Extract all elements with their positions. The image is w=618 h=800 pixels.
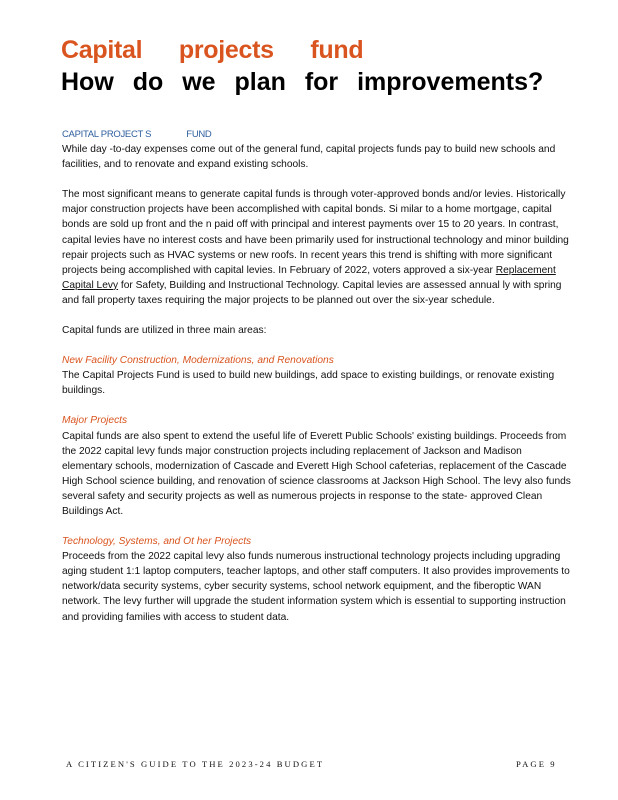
area-text-technology: Proceeds from the 2022 capital levy also funds numerous instructional technology projects including upgrading aging student 1:1 laptop computers, teacher laptops, and other staff computers. It also provides improvements to network/data security systems, cyber security systems, school network equipment, and the fiberoptic WAN network. The levy further will upgrade the student information system which is essential to supporting instruction and providing families with access to student data. [62, 551, 570, 623]
page-subtitle: How do we plan for improvements? [61, 68, 544, 96]
area-heading-technology: Technology, Systems, and Ot her Projects [62, 536, 252, 548]
area-text-facilities: The Capital Projects Fund is used to build new buildings, add space to existing buildings, or renovate existing buildings. [62, 370, 555, 397]
funding-text-before: The most significant means to generate capital funds is through voter-approved bonds and/or levies. Historically major construction projects have been accomplished with capital bonds. Si milar to a home mortgage, capital bonds are sold up front and the n paid off with principal and interest payments over 15 to 20 years. In contrast, capital levies have no interest costs and have been primarily used for instructional technology and minor building repair projects such as HVAC systems or new roofs. In recent years this trend is shifting with more significant projects being accomplished with capital levies. In February of 2022, voters approved a six-year [62, 189, 569, 276]
footer-page-number: PAGE 9 [516, 759, 557, 769]
area-heading-facilities: New Facility Construction, Modernizations, and Renovations [62, 355, 334, 367]
body-content [62, 127, 572, 625]
intro-paragraph: While day -to-day expenses come out of the general fund, capital projects funds pay to build new schools and facilities, and to renovate and expand existing schools. [62, 144, 556, 171]
funding-paragraph [62, 187, 572, 308]
page-title: Capital projects fund [61, 36, 364, 64]
footer-guide-title: A CITIZEN'S GUIDE TO THE 2023-24 BUDGET [66, 759, 325, 769]
area-text-major-projects: Capital funds are also spent to extend the useful life of Everett Public Schools' existing buildings. Proceeds from the 2022 capital levy funds major construction projects including replacement of Jackson and Madison elementary schools, modernization of Cascade and Everett High School cafeterias, replacement of the Cascade High School science building, and renovation of science classrooms at Jackson High School. The levy also funds several safety and security projects as well as numerous projects in response to the state- approved Clean Buildings Act. [62, 430, 571, 517]
levy-link[interactable]: Replacement Capital Levy [62, 264, 556, 291]
area-heading-major-projects: Major Projects [62, 415, 128, 427]
funding-text-after: for Safety, Building and Instructional Technology. Capital levies are assessed annual ly with spring and fall property taxes requiring the major projects to be planned out over the six-year schedule. [62, 279, 562, 306]
section-label: CAPITAL PROJECT S FUND [62, 129, 212, 140]
areas-intro: Capital funds are utilized in three main areas: [62, 325, 267, 337]
